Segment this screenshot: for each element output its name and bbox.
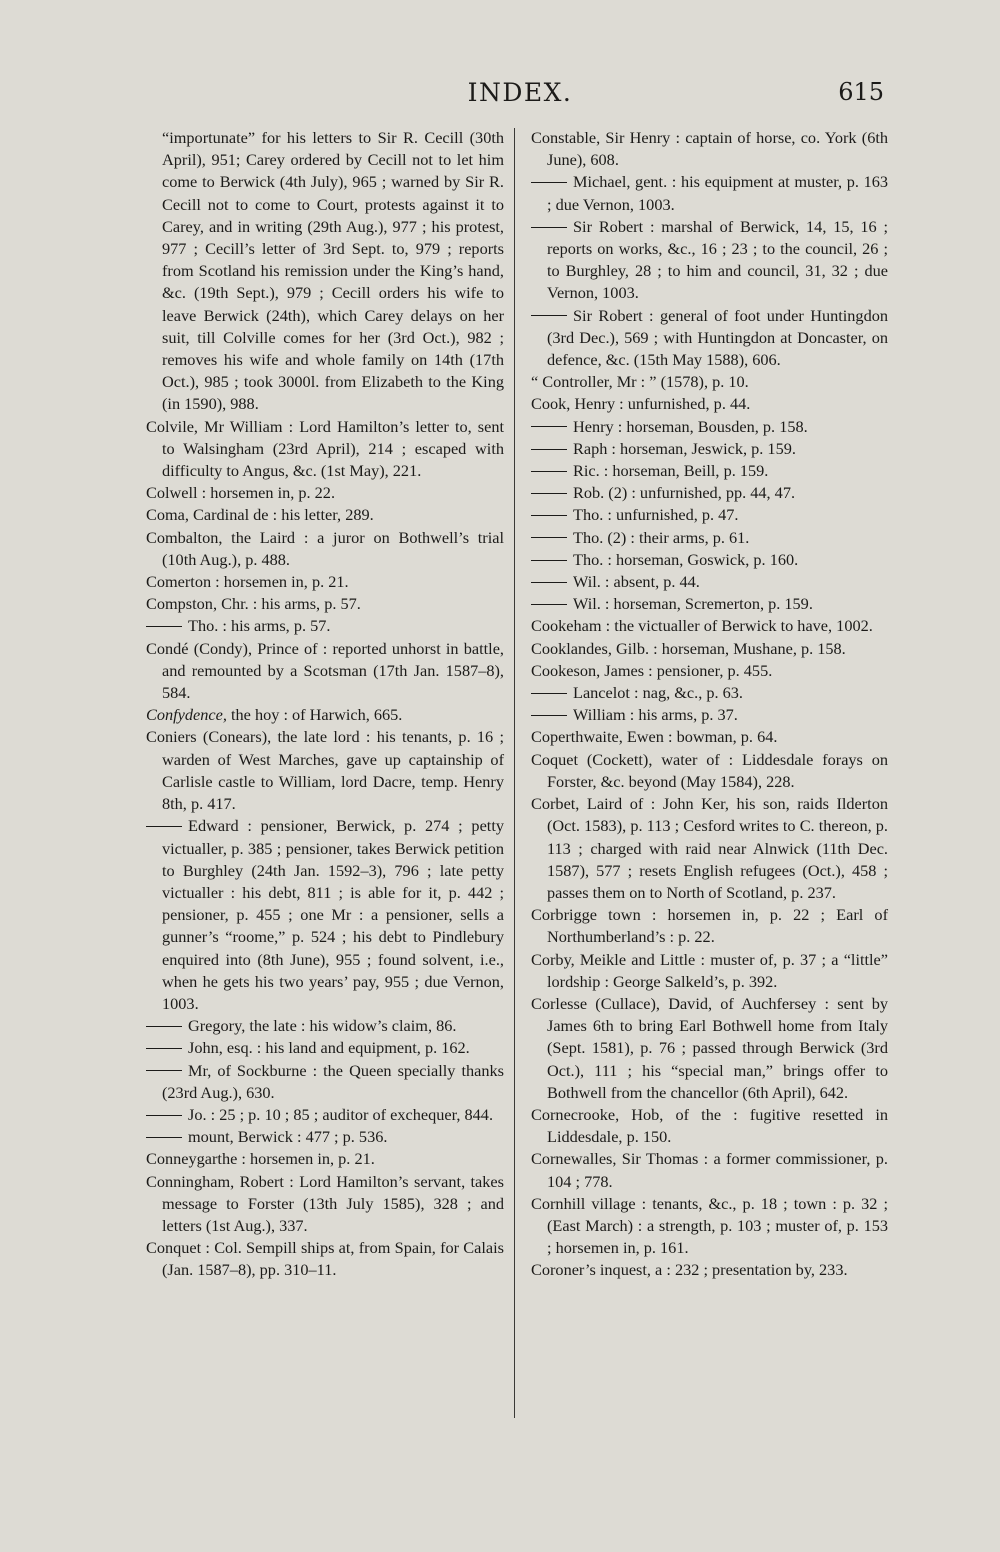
index-entry [146, 1104, 504, 1126]
entry-text: Michael, gent. : his equipment at muster, p. 163 ; due Vernon, 1003. [547, 172, 888, 214]
ditto-dash [531, 604, 567, 605]
ditto-dash [531, 449, 567, 450]
entry-text: Corlesse (Cullace), David, of Auchfersey : sent by James 6th to bring Earl Bothwell home from Italy (Sept. 1581), p. 76 ; passed through Berwick (3rd Oct.), 111 ; his “special man,” brings offer to Bothwell from the chancellor (6th April), 642. [531, 993, 888, 1102]
page-header [0, 78, 1000, 108]
index-entry [531, 305, 888, 372]
index-entry [531, 216, 888, 305]
entry-text: mount, Berwick : 477 ; p. 536. [188, 1127, 388, 1147]
entry-text: Conningham, Robert : Lord Hamilton’s servant, takes message to Forster (13th July 1585), 328 ; and letters (1st Aug.), 337. [146, 1171, 504, 1235]
index-entry [146, 1148, 504, 1170]
entry-text: Raph : horseman, Jeswick, p. 159. [573, 438, 796, 458]
index-entry [531, 127, 888, 171]
index-entry [531, 1259, 888, 1281]
ditto-dash [531, 315, 567, 316]
index-entry [531, 660, 888, 682]
ditto-dash [146, 1137, 182, 1138]
index-entry [146, 1126, 504, 1148]
index-entry [531, 371, 888, 393]
ditto-dash [146, 826, 182, 827]
entry-text: Cooklandes, Gilb. : horseman, Mushane, p. 158. [531, 638, 846, 658]
index-entry [531, 726, 888, 748]
entry-text: “ Controller, Mr : ” (1578), p. 10. [531, 372, 749, 392]
entry-text: Cookeham : the victualler of Berwick to have, 1002. [531, 616, 873, 636]
ditto-dash [146, 1115, 182, 1116]
index-entry [146, 815, 504, 1015]
entry-text: Condé (Condy), Prince of : reported unhorst in battle, and remounted by a Scotsman (17th Jan. 1587–8), 584. [146, 638, 504, 703]
entry-text: Coroner’s inquest, a : 232 ; presentation by, 233. [531, 1260, 848, 1280]
index-entry [531, 904, 888, 948]
index-entry [531, 171, 888, 215]
entry-text: Corbrigge town : horsemen in, p. 22 ; Earl of Northumberland’s : p. 22. [531, 905, 888, 947]
entry-text: the hoy : of Harwich, 665. [226, 705, 403, 725]
index-entry [146, 1060, 504, 1104]
entry-text: Conquet : Col. Sempill ships at, from Spain, for Calais (Jan. 1587–8), pp. 310–11. [146, 1238, 504, 1280]
index-entry [146, 416, 504, 483]
index-entry [531, 793, 888, 904]
index-entry [146, 1237, 504, 1281]
ditto-dash [531, 471, 567, 472]
running-title: INDEX. [467, 78, 573, 107]
entry-text: Cookeson, James : pensioner, p. 455. [531, 660, 773, 680]
entry-text: Rob. (2) : unfurnished, pp. 44, 47. [573, 483, 796, 503]
index-entry [531, 460, 888, 482]
entry-text: Edward : pensioner, Berwick, p. 274 ; petty victualler, p. 385 ; pensioner, takes Berwick petition to Burghley (24th Jan. 1592–3), 796 ; late petty victualler : his debt, 811 ; is able for it, p. 442 ; pensioner, p. 455 ; one Mr : a pensioner, sells a gunner’s “roome,” p. 524 ; his debt to Pindlebury enquired into (8th June), 955 ; found solvent, i.e., when he gets his two years’ pay, 955 ; due Vernon, 1003. [162, 816, 504, 1013]
index-entry [531, 438, 888, 460]
ditto-dash [146, 1048, 182, 1049]
entry-text: Colvile, Mr William : Lord Hamilton’s letter to, sent to Walsingham (23rd April), 214 ; escaped with difficulty to Angus, &c. (1st May), 221. [146, 416, 504, 481]
index-entry [146, 504, 504, 526]
index-entry [531, 416, 888, 438]
entry-text: Tho. : unfurnished, p. 47. [573, 505, 739, 525]
entry-text: Tho. : his arms, p. 57. [188, 616, 331, 636]
index-entry [531, 993, 888, 1104]
index-entry [531, 615, 888, 637]
entry-text: Corby, Meikle and Little : muster of, p. 37 ; a “little” lordship : George Salkeld’s, p. 392. [531, 949, 888, 991]
index-entry [146, 615, 504, 637]
index-entry [531, 704, 888, 726]
index-entry [531, 504, 888, 526]
index-entry [531, 682, 888, 704]
index-entry [146, 482, 504, 504]
entry-text: Jo. : 25 ; p. 10 ; 85 ; auditor of exchequer, 844. [188, 1104, 494, 1124]
index-entry [531, 593, 888, 615]
index-entry [531, 638, 888, 660]
entry-text: Constable, Sir Henry : captain of horse, co. York (6th June), 608. [531, 128, 888, 170]
index-entry [146, 527, 504, 571]
index-entry [531, 549, 888, 571]
entry-text: Coperthwaite, Ewen : bowman, p. 64. [531, 727, 778, 747]
index-entry [146, 1015, 504, 1037]
entry-text: Coquet (Cockett), water of : Liddesdale forays on Forster, &c. beyond (May 1584), 228. [531, 749, 888, 791]
entry-text: Tho. (2) : their arms, p. 61. [573, 527, 750, 547]
ditto-dash [531, 182, 567, 183]
entry-text: Ric. : horseman, Beill, p. 159. [573, 461, 769, 481]
index-entry [146, 127, 504, 416]
entry-text: Sir Robert : marshal of Berwick, 14, 15, 16 ; reports on works, &c., 16 ; 23 ; to the council, 26 ; to Burghley, 28 ; to him and council, 31, 32 ; due Vernon, 1003. [547, 216, 888, 303]
index-entry [146, 638, 504, 705]
entry-italic-head: Confydence, [146, 705, 227, 725]
index-entry [146, 1037, 504, 1059]
entry-text: Wil. : horseman, Scremerton, p. 159. [573, 594, 813, 614]
left-column [146, 127, 504, 1282]
ditto-dash [531, 715, 567, 716]
index-entry [531, 1193, 888, 1260]
entry-text: John, esq. : his land and equipment, p. 162. [188, 1038, 470, 1058]
entry-text: Colwell : horsemen in, p. 22. [146, 483, 336, 503]
index-entry [531, 571, 888, 593]
ditto-dash [531, 227, 567, 228]
index-entry [531, 527, 888, 549]
index-entry [531, 393, 888, 415]
entry-text: Compston, Chr. : his arms, p. 57. [146, 594, 361, 614]
ditto-dash [531, 693, 567, 694]
entry-text: Coniers (Conears), the late lord : his tenants, p. 16 ; warden of West Marches, gave up captainship of Carlisle castle to William, lord Dacre, temp. Henry 8th, p. 417. [146, 727, 504, 814]
entry-text: Mr, of Sockburne : the Queen specially thanks (23rd Aug.), 630. [162, 1060, 504, 1102]
ditto-dash [146, 1070, 182, 1071]
entry-text: Gregory, the late : his widow’s claim, 86. [188, 1016, 457, 1036]
index-entry [531, 949, 888, 993]
ditto-dash [531, 537, 567, 538]
entry-text: Sir Robert : general of foot under Huntingdon (3rd Dec.), 569 ; with Huntingdon at Doncaster, on defence, &c. (15th May 1588), 606. [547, 305, 888, 370]
entry-text: Comerton : horsemen in, p. 21. [146, 572, 349, 592]
index-entry [146, 571, 504, 593]
page-number: 615 [838, 78, 884, 106]
ditto-dash [531, 493, 567, 494]
entry-text: Cornecrooke, Hob, of the : fugitive resetted in Liddesdale, p. 150. [531, 1104, 888, 1147]
index-entry [146, 726, 504, 815]
ditto-dash [531, 515, 567, 516]
index-entry [531, 749, 888, 793]
index-entry [531, 1148, 888, 1192]
entry-text: William : his arms, p. 37. [573, 705, 738, 725]
ditto-dash [531, 582, 567, 583]
ditto-dash [531, 560, 567, 561]
index-entry [146, 704, 504, 726]
entry-text: Henry : horseman, Bousden, p. 158. [573, 416, 808, 436]
entry-text: Lancelot : nag, &c., p. 63. [573, 683, 743, 703]
entry-text: Wil. : absent, p. 44. [573, 572, 700, 592]
entry-text: Cornewalles, Sir Thomas : a former commissioner, p. 104 ; 778. [531, 1149, 888, 1191]
entry-text: Cornhill village : tenants, &c., p. 18 ; town : p. 32 ; (East March) : a strength, p. 103 ; muster of, p. 153 ; horsemen in, p. 161. [531, 1193, 888, 1258]
entry-text: Combalton, the Laird : a juror on Bothwell’s trial (10th Aug.), p. 488. [146, 527, 504, 569]
entry-text: Coma, Cardinal de : his letter, 289. [146, 505, 374, 525]
ditto-dash [531, 426, 567, 427]
entry-text: Conneygarthe : horsemen in, p. 21. [146, 1149, 375, 1169]
index-entry [146, 593, 504, 615]
index-entry [531, 482, 888, 504]
entry-text: Cook, Henry : unfurnished, p. 44. [531, 394, 751, 414]
entry-text: “importunate” for his letters to Sir R. Cecill (30th April), 951; Carey ordered by Cecill not to let him come to Berwick (4th July), 965 ; warned by Sir R. Cecill not to come to Court, protests against it to Carey, and in writing (29th Aug.), 977 ; his protest, 977 ; Cecill’s letter of 3rd Sept. to, 979 ; reports from Scotland his remission under the King’s hand, &c. (19th Sept.), 979 ; Cecill orders his wife to leave Berwick (24th), which Carey delays on her suit, till Colville comes for her (3rd Oct.), 982 ; removes his wife and whole family on 14th (17th Oct.), 985 ; took 3000l. from Elizabeth to the King (in 1590), 988. [162, 128, 504, 414]
entry-text: Corbet, Laird of : John Ker, his son, raids Ilderton (Oct. 1583), p. 113 ; Cesford writes to C. thereon, p. 113 ; charged with raid near Alnwick (11th Dec. 1587), 577 ; resets English refugees (Oct.), 458 ; passes them on to North of Scotland, p. 237. [531, 794, 888, 902]
right-column [531, 127, 888, 1282]
ditto-dash [146, 1026, 182, 1027]
entry-text: Tho. : horseman, Goswick, p. 160. [573, 549, 799, 569]
column-divider [514, 128, 515, 1418]
ditto-dash [146, 626, 182, 627]
index-entry [146, 1171, 504, 1238]
index-entry [531, 1104, 888, 1148]
